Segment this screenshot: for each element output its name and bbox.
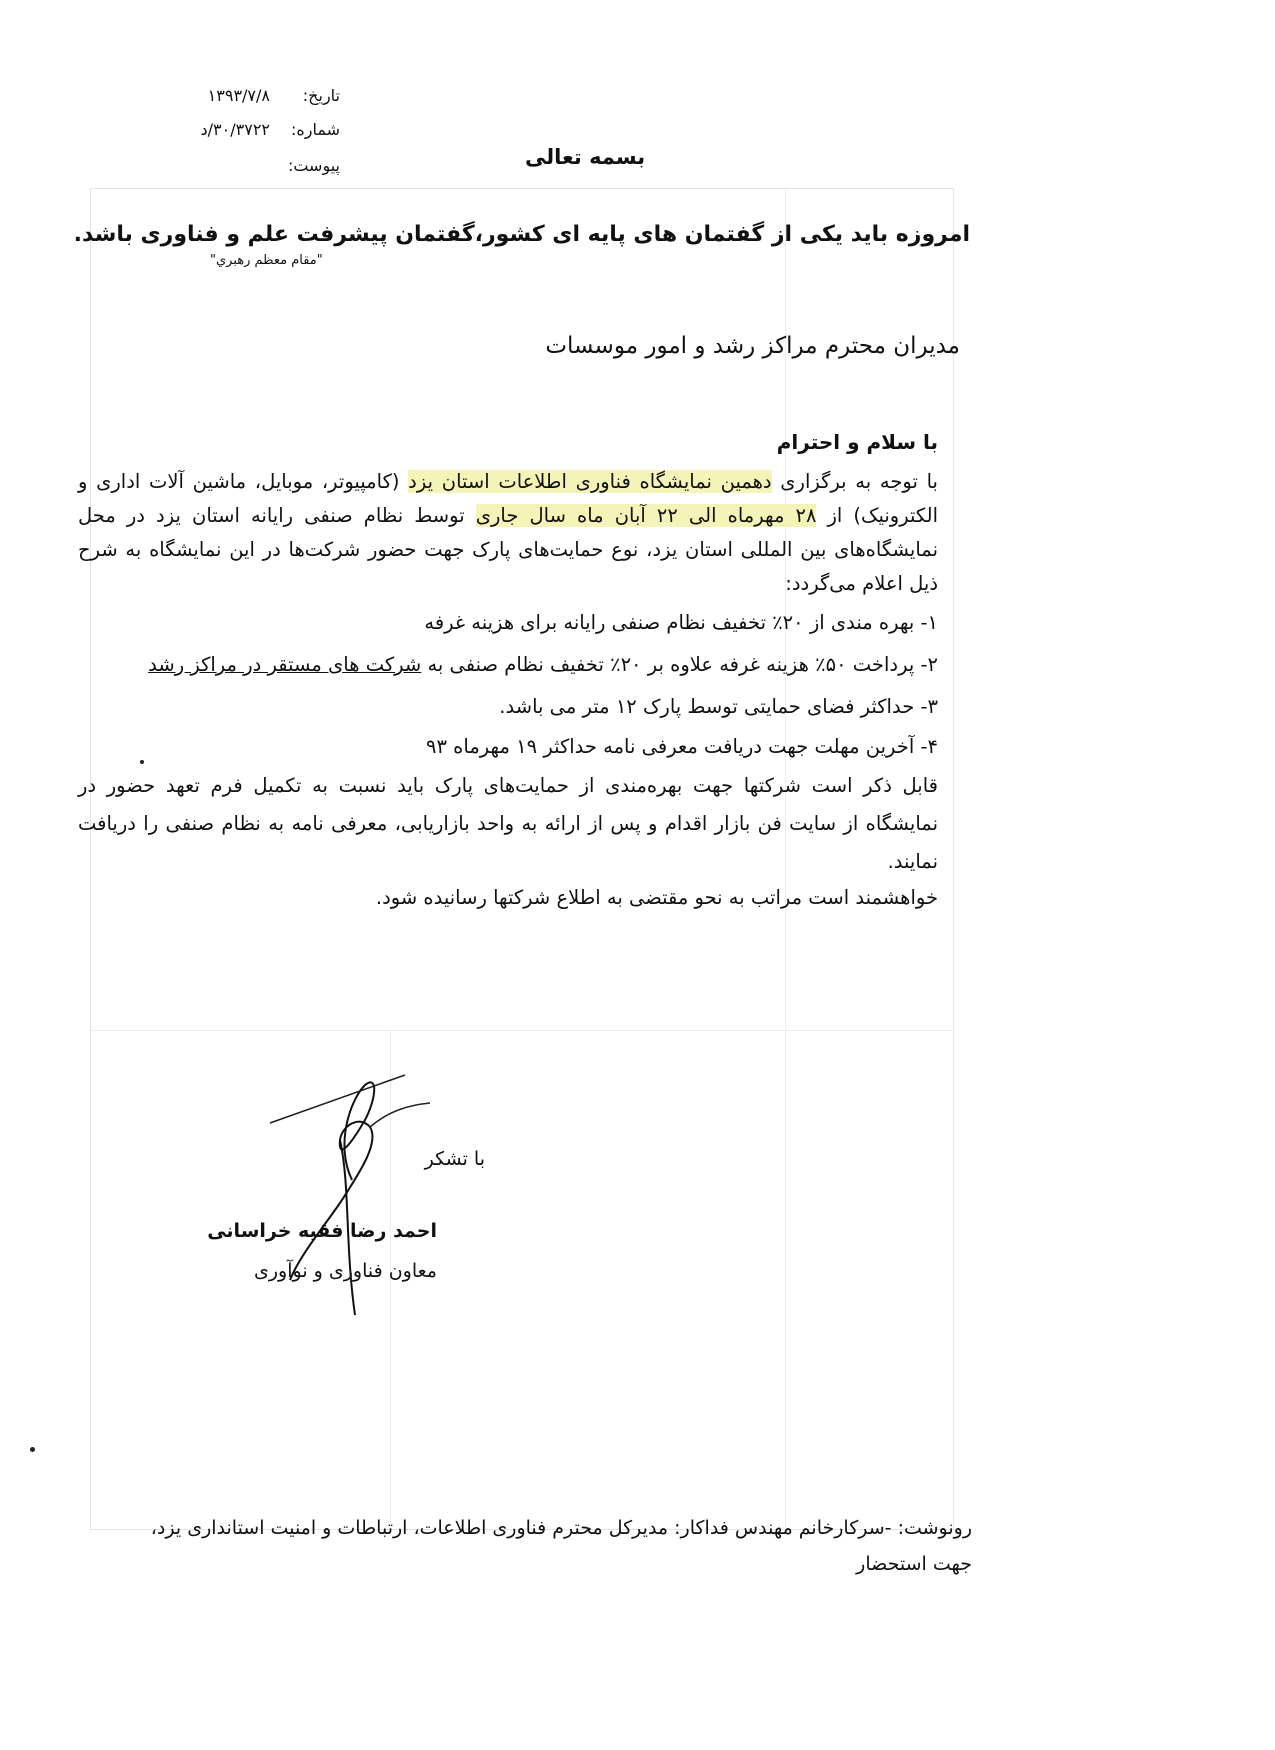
date-label: تاریخ: <box>302 86 340 105</box>
carbon-copy <box>90 1510 972 1582</box>
request-paragraph: خواهشمند است مراتب به نحو مقتضی به اطلاع شرکتها رسانیده شود. <box>375 886 938 909</box>
attachment-row <box>284 156 340 175</box>
list-item-text: ۲- پرداخت ۵۰٪ هزینه غرفه علاوه بر ۲۰٪ تخفیف نظام صنفی به <box>421 653 938 676</box>
support-list <box>78 603 938 767</box>
intro-text-1: با توجه به برگزاری <box>771 470 938 493</box>
number-value: ۳۰/۳۷۲۲/د <box>200 120 270 139</box>
number-label: شماره: <box>290 120 340 139</box>
date-row <box>208 86 340 105</box>
bleed-through-line <box>90 1030 952 1031</box>
list-item: ۴- آخرین مهلت جهت دریافت معرفی نامه حداکثر ۱۹ مهرماه ۹۳ <box>426 735 938 758</box>
scan-speck <box>140 760 144 764</box>
list-item: ۳- حداکثر فضای حمایتی توسط پارک ۱۲ متر می باشد. <box>499 695 938 718</box>
highlight-exhibition-dates: ۲۸ مهرماه الی ۲۲ آبان ماه سال جاری <box>475 504 817 527</box>
date-value: ۱۳۹۳/۷/۸ <box>207 86 270 105</box>
recipient-line: مدیران محترم مراکز رشد و امور موسسات <box>545 333 960 359</box>
intro-text-3: توسط نظام صنفی رایانه استان یزد در محل نمایشگاه‌های بین المللی استان یزد، نوع حمایت‌های پارک جهت حضور شرکت‌ها در این نمایشگاه به شرح ذیل اعلام می‌گردد: <box>78 504 938 595</box>
signer-title: معاون فناوری و نوآوری <box>254 1260 437 1282</box>
intro-paragraph <box>78 465 938 601</box>
list-item: ۱- بهره مندی از ۲۰٪ تخفیف نظام صنفی رایانه برای هزینه غرفه <box>424 611 938 634</box>
highlight-exhibition-name: دهمین نمایشگاه فناوری اطلاعات استان یزد <box>408 470 772 493</box>
attachment-label: پیوست: <box>287 156 340 175</box>
signature-image <box>240 1065 470 1325</box>
signer-name: احمد رضا فقیه خراسانی <box>207 1220 437 1242</box>
intro-text-2: (کامپیوتر، موبایل، ماشین آلات اداری و الکترونیک) از <box>78 470 938 527</box>
cc-line-1: رونوشت: -سرکارخانم مهندس فداکار: مدیرکل محترم فناوری اطلاعات، ارتباطات و امنیت استانداری یزد، <box>150 1517 972 1539</box>
note-paragraph: قابل ذکر است شرکتها جهت بهره‌مندی از حمایت‌های پارک باید نسبت به تکمیل فرم تعهد حضور در نمایشگاه از سایت فن بازار اقدام و پس از ارائه به واحد بازاریابی، معرفی نامه به نظام صنفی را دریافت نمایند. <box>78 774 938 873</box>
basmala-heading: بسمه تعالی <box>525 145 646 169</box>
slogan-quote: امروزه باید یکی از گفتمان های پایه ای کشور،گفتمان پیشرفت علم و فناوری باشد. <box>73 222 970 247</box>
closing-thanks: با تشکر <box>424 1148 485 1170</box>
list-item <box>78 643 938 687</box>
underlined-text: شرکت های مستقر در مراکز رشد <box>148 653 422 676</box>
scan-speck <box>30 1447 35 1452</box>
letter-body <box>78 425 938 915</box>
cc-line-2: جهت استحضار <box>856 1553 972 1575</box>
number-row <box>201 120 340 139</box>
slogan-source: "مقام معظم رهبري" <box>210 253 323 268</box>
greeting: با سلام و احترام <box>776 430 938 454</box>
